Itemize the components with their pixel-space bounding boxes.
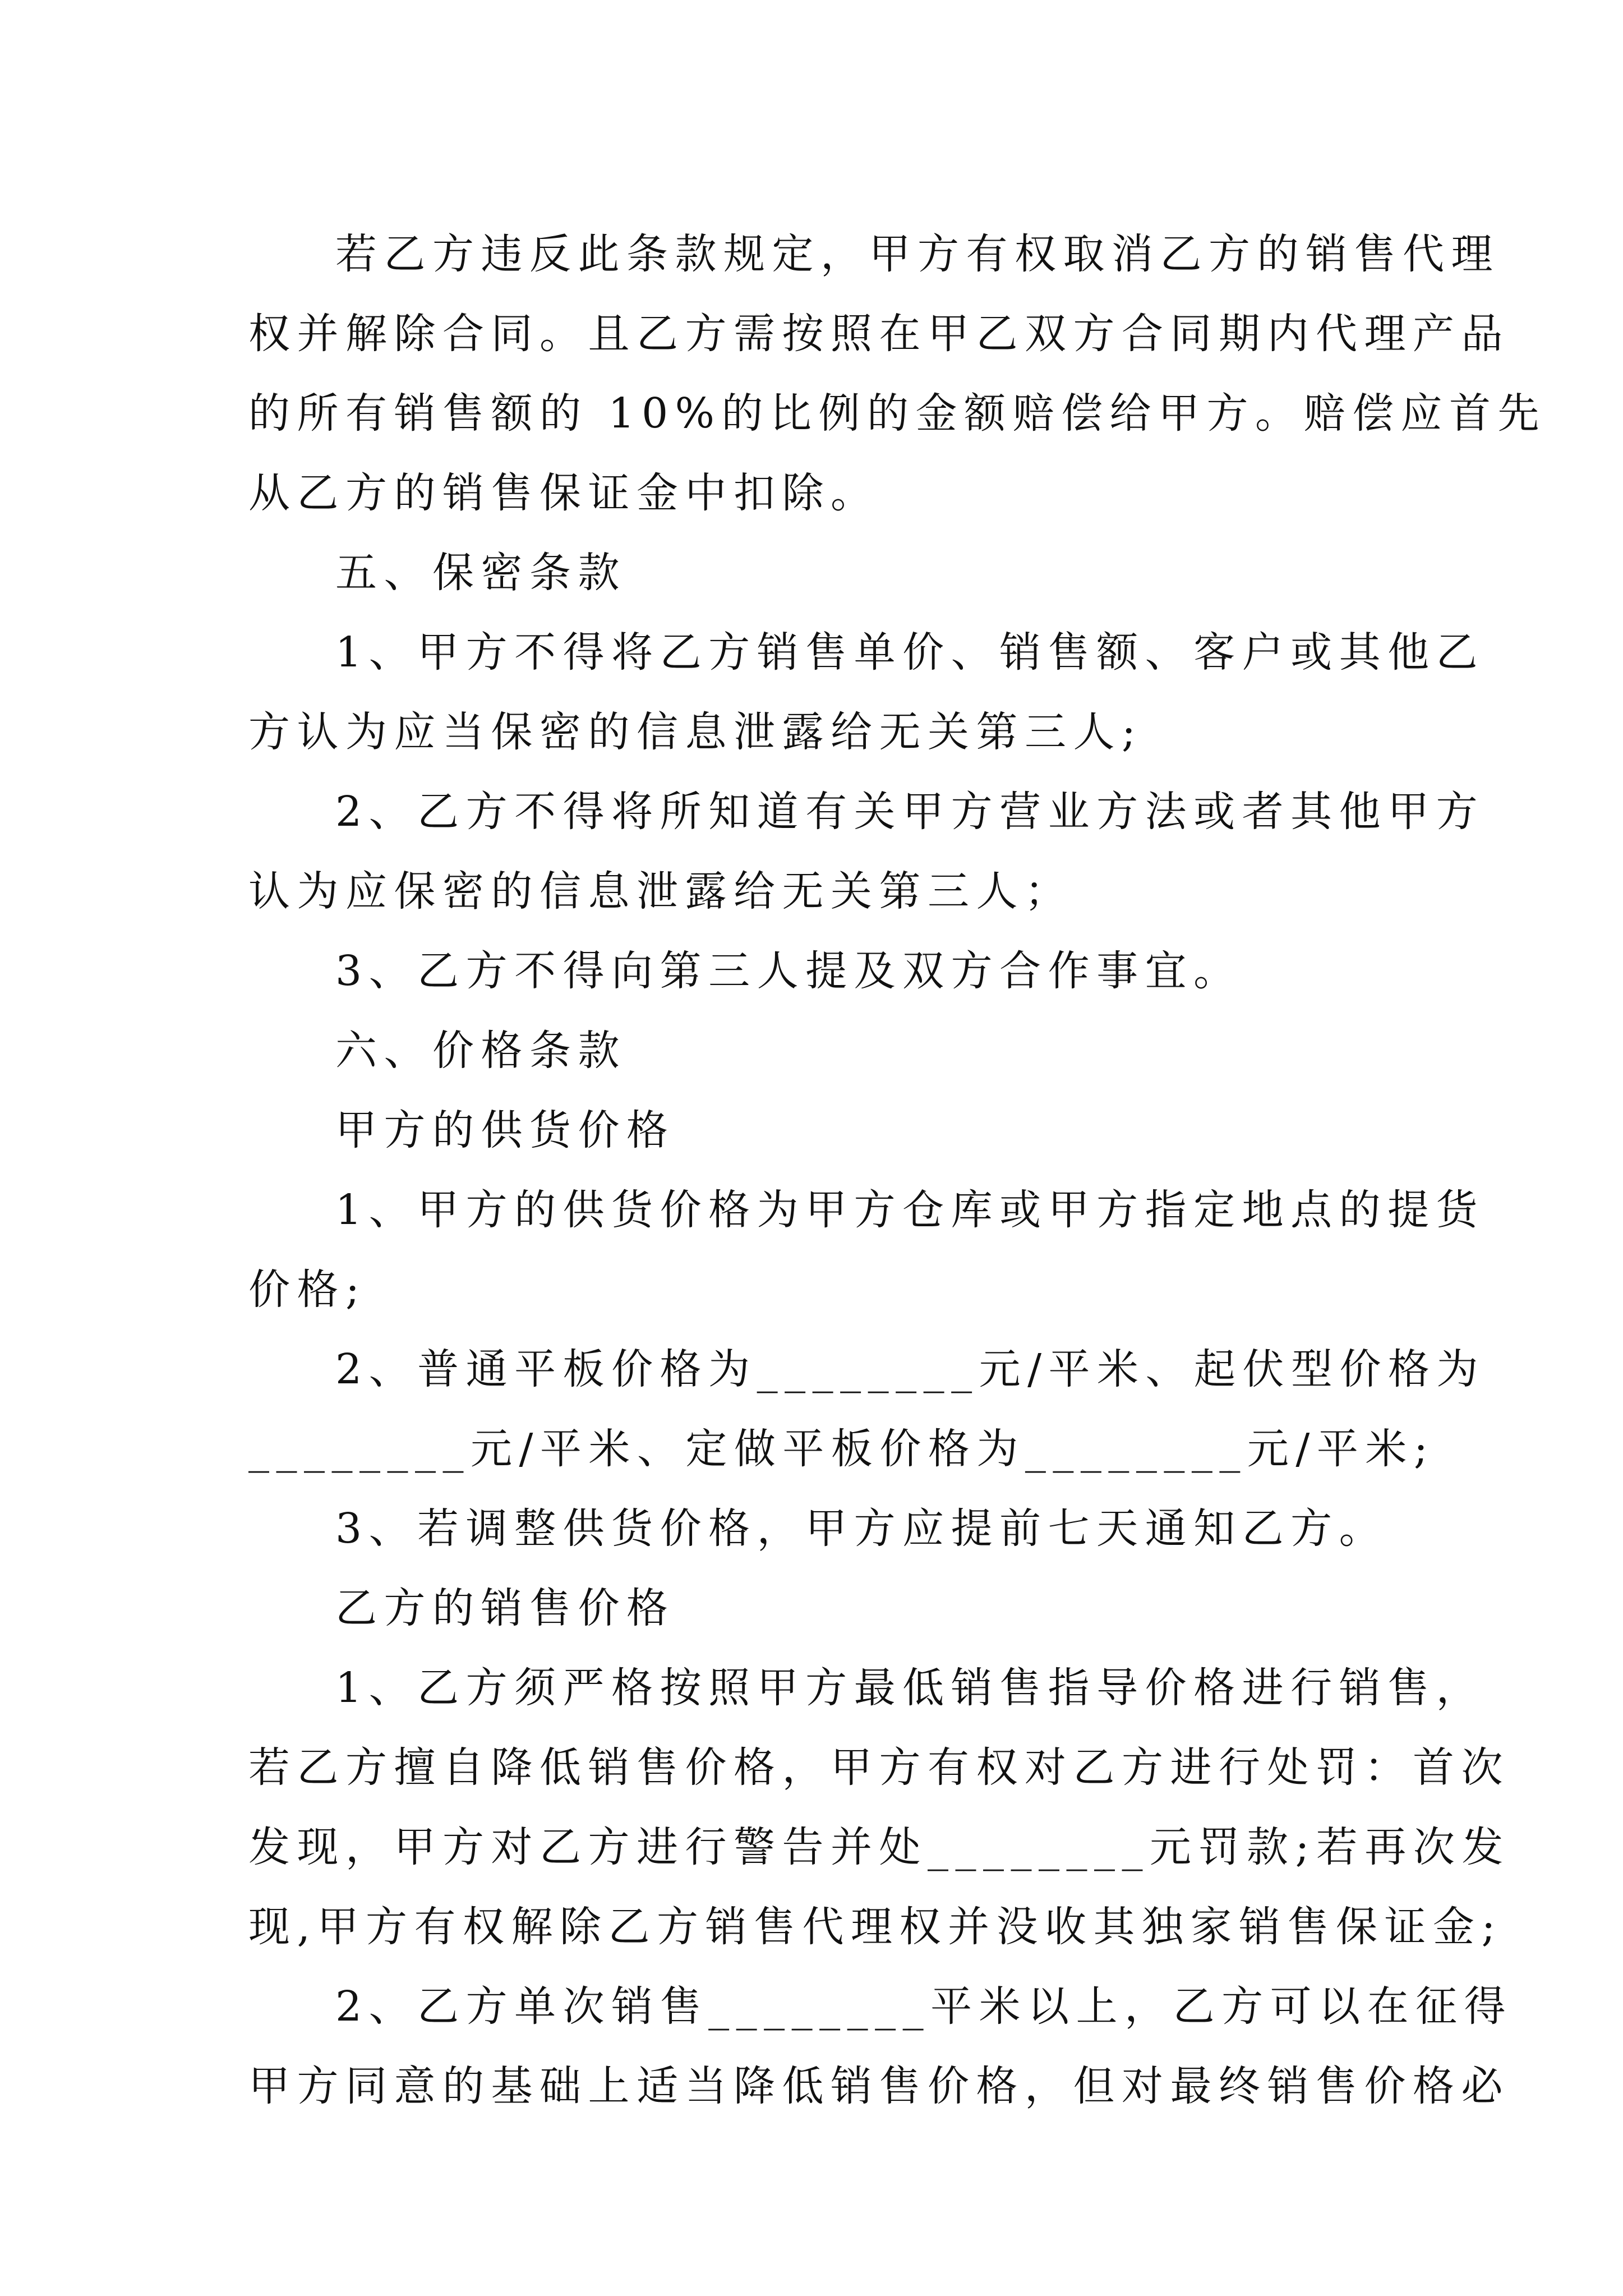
document-body	[248, 214, 1546, 2126]
text-line: 现,甲方有权解除乙方销售代理权并没收其独家销售保证金;	[248, 1903, 1502, 1951]
text-line: 乙方的销售价格	[335, 1584, 675, 1632]
text-line: 甲方的供货价格	[335, 1106, 675, 1154]
text-line: 若乙方擅自降低销售价格，甲方有权对乙方进行处罚：首次	[248, 1743, 1510, 1792]
text-line: 认为应保密的信息泄露给无关第三人；	[248, 867, 1073, 915]
text-line: 若乙方违反此条款规定，甲方有权取消乙方的销售代理	[335, 230, 1500, 278]
text-line: 1、甲方的供货价格为甲方仓库或甲方指定地点的提货	[335, 1186, 1485, 1234]
text-line: 3、乙方不得向第三人提及双方合作事宜。	[335, 947, 1242, 995]
text-line: 从乙方的销售保证金中扣除。	[248, 469, 879, 517]
text-line: 2、普通平板价格为________元/平米、起伏型价格为	[335, 1345, 1486, 1393]
text-line: 2、乙方单次销售________平米以上，乙方可以在征得	[335, 1982, 1513, 2031]
text-line: 方认为应当保密的信息泄露给无关第三人;	[248, 708, 1143, 756]
text-line: 1、乙方须严格按照甲方最低销售指导价格进行销售，	[335, 1664, 1485, 1712]
text-line: 2、乙方不得将所知道有关甲方营业方法或者其他甲方	[335, 788, 1485, 836]
text-line: ________元/平米、定做平板价格为________元/平米;	[248, 1425, 1435, 1473]
text-line: 六、价格条款	[335, 1027, 626, 1075]
text-line: 价格;	[248, 1266, 367, 1314]
text-line: 五、保密条款	[335, 549, 626, 597]
text-line: 权并解除合同。且乙方需按照在甲乙双方合同期内代理产品	[248, 310, 1510, 358]
text-line: 发现，甲方对乙方进行警告并处________元罚款;若再次发	[248, 1823, 1510, 1871]
text-line: 3、若调整供货价格，甲方应提前七天通知乙方。	[335, 1504, 1388, 1553]
text-line: 甲方同意的基础上适当降低销售价格，但对最终销售价格必	[248, 2062, 1510, 2110]
text-line: 的所有销售额的 10%的比例的金额赔偿给甲方。赔偿应首先	[248, 389, 1546, 438]
text-line: 1、甲方不得将乙方销售单价、销售额、客户或其他乙	[335, 628, 1485, 677]
